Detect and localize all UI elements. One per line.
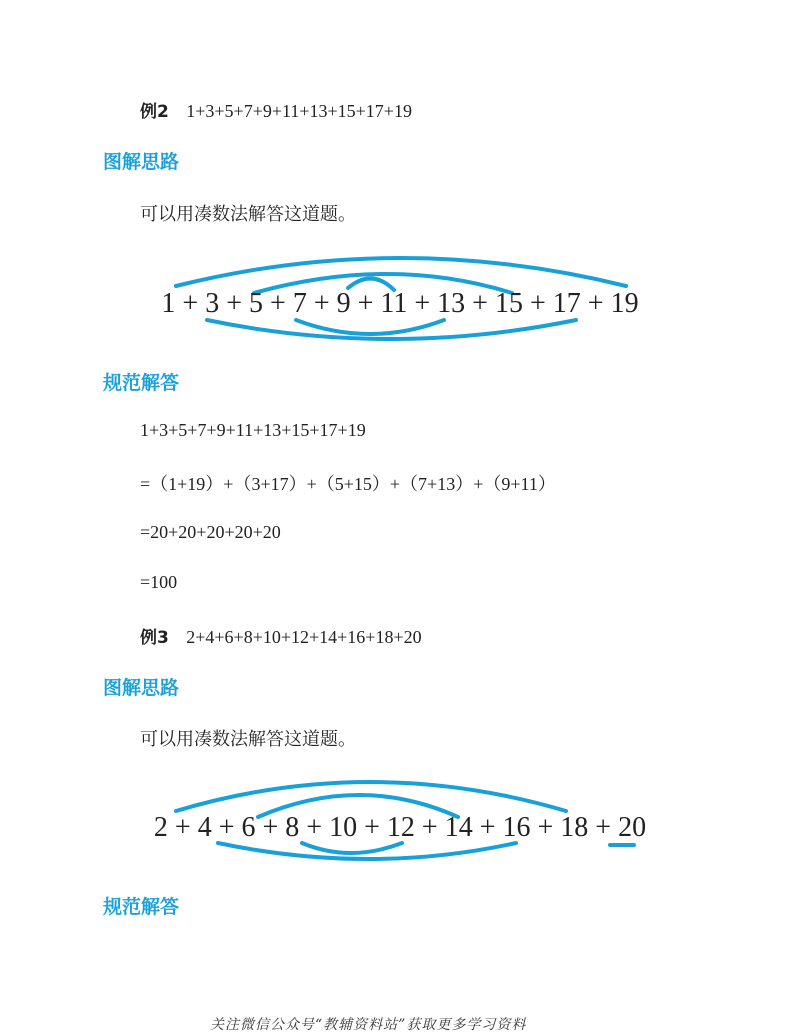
solution-step-1: 1+3+5+7+9+11+13+15+17+19 — [140, 420, 366, 440]
example-2-line — [140, 97, 412, 122]
example-3-tag: 例3 — [140, 628, 169, 648]
term-13: 13 — [430, 288, 466, 319]
plus-sign: + — [167, 812, 191, 843]
pairing-diagram-2 — [0, 773, 800, 868]
section-heading-diagram-1: 图解思路 — [103, 151, 180, 173]
diagram-2-expression — [154, 812, 646, 843]
plus-sign: + — [530, 812, 554, 843]
plus-sign: + — [588, 812, 612, 843]
term-14: 14 — [437, 812, 473, 843]
section-heading-solution-2: 规范解答 — [103, 896, 180, 918]
footer-watermark: 关注微信公众号“教辅资料站”获取更多学习资料 — [210, 1017, 527, 1033]
plus-sign: + — [211, 812, 235, 843]
term-15: 15 — [487, 288, 523, 319]
plus-sign: + — [299, 812, 323, 843]
example-2-tag: 例2 — [140, 102, 169, 122]
method-text-1: 可以用凑数法解答这道题。 — [140, 204, 356, 225]
plus-sign: + — [580, 288, 604, 319]
plus-sign: + — [350, 288, 374, 319]
arc-pair-3-17 — [207, 320, 576, 339]
arc-pair-8-12 — [302, 843, 402, 853]
plus-sign: + — [219, 288, 243, 319]
term-6: 6 — [234, 812, 256, 843]
solution-step-4: =100 — [140, 572, 178, 592]
example-3-expression: 2+4+6+8+10+12+14+16+18+20 — [186, 627, 422, 647]
section-heading-diagram-2: 图解思路 — [103, 677, 180, 699]
term-20: 20 — [611, 812, 647, 843]
example-2-expression: 1+3+5+7+9+11+13+15+17+19 — [186, 101, 412, 121]
plus-sign: + — [263, 288, 286, 319]
arc-pair-1-19 — [176, 258, 626, 286]
section-heading-solution-1: 规范解答 — [103, 372, 180, 394]
plus-sign: + — [407, 288, 431, 319]
term-19: 19 — [603, 288, 639, 319]
example-3-line — [140, 623, 422, 648]
plus-sign: + — [522, 288, 546, 319]
plus-sign: + — [306, 288, 330, 319]
term-4: 4 — [190, 812, 212, 843]
term-1: 1 — [161, 288, 176, 319]
pairing-diagram-1 — [0, 248, 800, 343]
plus-sign: + — [357, 812, 380, 843]
plus-sign: + — [414, 812, 438, 843]
term-2: 2 — [153, 812, 168, 843]
term-17: 17 — [545, 288, 581, 319]
solution-step-2: =（1+19）+（3+17）+（5+15）+（7+13）+（9+11） — [140, 474, 556, 494]
plus-sign: + — [472, 812, 496, 843]
term-10: 10 — [322, 812, 358, 843]
diagram-1-expression — [161, 288, 638, 319]
term-5: 5 — [242, 288, 264, 319]
term-8: 8 — [278, 812, 300, 843]
term-16: 16 — [495, 812, 531, 843]
plus-sign: + — [465, 288, 488, 319]
arc-pair-7-13 — [296, 320, 444, 334]
term-3: 3 — [198, 288, 220, 319]
term-12: 12 — [379, 812, 415, 843]
term-11: 11 — [373, 288, 408, 319]
term-9: 9 — [329, 288, 351, 319]
term-7: 7 — [285, 288, 307, 319]
plus-sign: + — [175, 288, 199, 319]
term-18: 18 — [553, 812, 589, 843]
method-text-2: 可以用凑数法解答这道题。 — [140, 729, 356, 750]
plus-sign: + — [255, 812, 279, 843]
solution-step-3: =20+20+20+20+20 — [140, 522, 281, 542]
